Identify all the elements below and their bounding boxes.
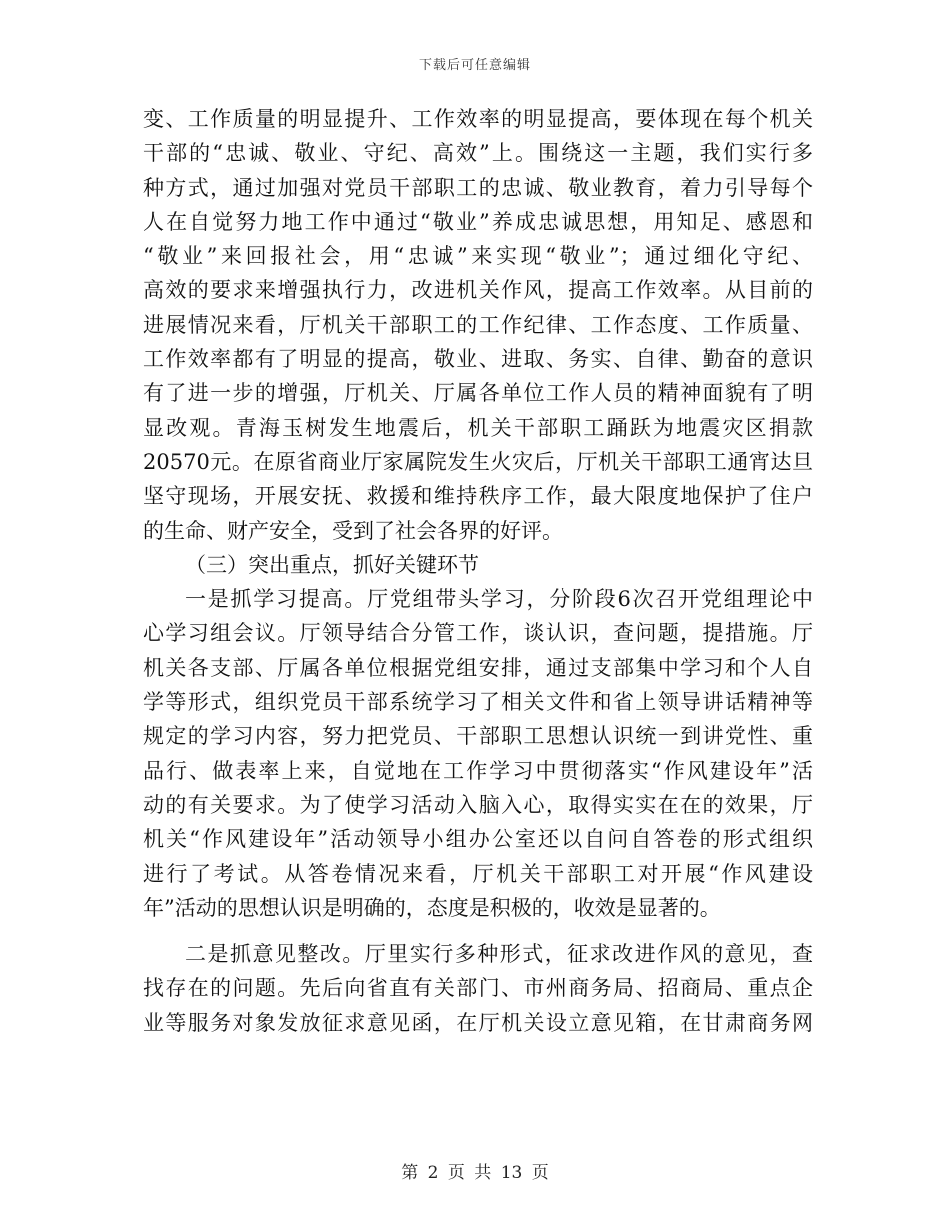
paragraph-line: 业等服务对象发放征求意见函，在厅机关设立意见箱，在甘肃商务网 bbox=[143, 1010, 813, 1035]
paragraph-line: 的生命、财产安全，受到了社会各界的好评。 bbox=[143, 518, 563, 543]
paragraph-line: 干部的“忠诚、敬业、守纪、高效”上。围绕这一主题，我们实行多 bbox=[143, 141, 813, 166]
section-heading: （三）突出重点，抓好关键环节 bbox=[185, 552, 479, 577]
paragraph-line: 机关各支部、厅属各单位根据党组安排，通过支部集中学习和个人自 bbox=[143, 655, 813, 680]
paragraph-line: 20570元。在原省商业厅家属院发生火灾后，厅机关干部职工通宵达旦 bbox=[143, 449, 813, 474]
paragraph-line: 动的有关要求。为了使学习活动入脑入心，取得实实在在的效果，厅 bbox=[143, 792, 813, 817]
paragraph-line: 规定的学习内容，努力把党员、干部职工思想认识统一到讲党性、重 bbox=[143, 724, 813, 749]
paragraph-line: 变、工作质量的明显提升、工作效率的明显提高，要体现在每个机关 bbox=[143, 107, 813, 131]
paragraph-3 bbox=[143, 937, 813, 1040]
paragraph-line: 一是抓学习提高。厅党组带头学习，分阶段6次召开党组理论中 bbox=[185, 587, 813, 612]
paragraph-line: 工作效率都有了明显的提高，敬业、进取、务实、自律、勤奋的意识 bbox=[143, 347, 813, 372]
paragraph-line: 显改观。青海玉树发生地震后，机关干部职工踊跃为地震灾区捐款 bbox=[143, 415, 813, 440]
paragraph-line: 机关“作风建设年”活动领导小组办公室还以自问自答卷的形式组织 bbox=[143, 827, 813, 852]
paragraph-line: 品行、做表率上来，自觉地在工作学习中贯彻落实“作风建设年”活 bbox=[143, 758, 813, 783]
paragraph-line: 进行了考试。从答卷情况来看，厅机关干部职工对开展“作风建设 bbox=[143, 861, 813, 886]
paragraph-line: 学等形式，组织党员干部系统学习了相关文件和省上领导讲话精神等 bbox=[143, 690, 813, 715]
paragraph-line: “敬业”来回报社会，用“忠诚”来实现“敬业”；通过细化守纪、 bbox=[143, 244, 813, 269]
paragraph-line: 二是抓意见整改。厅里实行多种形式，征求改进作风的意见，查 bbox=[185, 942, 813, 967]
paragraph-1 bbox=[143, 102, 813, 548]
paragraph-line: 找存在的问题。先后向省直有关部门、市州商务局、招商局、重点企 bbox=[143, 976, 813, 1001]
paragraph-line: 种方式，通过加强对党员干部职工的忠诚、敬业教育，着力引导每个 bbox=[143, 175, 813, 200]
paragraph-line: 有了进一步的增强，厅机关、厅属各单位工作人员的精神面貌有了明 bbox=[143, 381, 813, 406]
document-body bbox=[143, 102, 813, 1040]
paragraph-line: 进展情况来看，厅机关干部职工的工作纪律、工作态度、工作质量、 bbox=[143, 312, 813, 337]
paragraph-line: 年”活动的思想认识是明确的，态度是积极的，收效是显著的。 bbox=[143, 895, 721, 920]
paragraph-line: 坚守现场，开展安抚、救援和维持秩序工作，最大限度地保护了住户 bbox=[143, 484, 813, 509]
paragraph-2 bbox=[143, 582, 813, 925]
paragraph-line: 心学习组会议。厅领导结合分管工作，谈认识，查问题，提措施。厅 bbox=[143, 621, 813, 646]
paragraph-line: 人在自觉努力地工作中通过“敬业”养成忠诚思想，用知足、感恩和 bbox=[143, 209, 813, 234]
page-footer: 第 2 页 共 13 页 bbox=[401, 1163, 549, 1183]
page-header: 下载后可任意编辑 bbox=[418, 58, 531, 73]
paragraph-line: 高效的要求来增强执行力，改进机关作风，提高工作效率。从目前的 bbox=[143, 278, 813, 303]
